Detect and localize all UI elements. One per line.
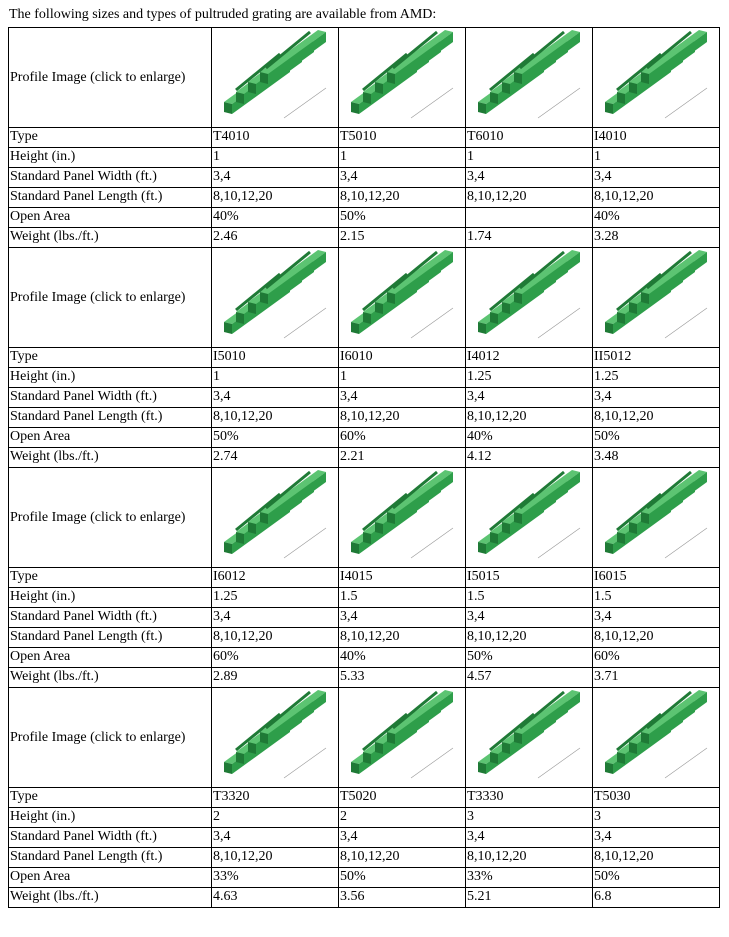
length-cell: 8,10,12,20: [593, 408, 720, 428]
profile-image-cell[interactable]: [593, 468, 720, 568]
height-cell: 1.5: [593, 588, 720, 608]
length-cell: 8,10,12,20: [466, 848, 593, 868]
length-cell: 8,10,12,20: [212, 188, 339, 208]
height-cell: 2: [339, 808, 466, 828]
open-cell: 40%: [339, 648, 466, 668]
weight-cell: 5.33: [339, 668, 466, 688]
profile-image-row: [9, 468, 720, 568]
grating-profile-image[interactable]: [468, 30, 590, 126]
type-cell: T5010: [339, 128, 466, 148]
table-row: [9, 388, 720, 408]
weight-cell: 3.71: [593, 668, 720, 688]
row-label-type: Type: [9, 128, 212, 148]
row-label-length: Standard Panel Length (ft.): [9, 408, 212, 428]
width-cell: 3,4: [593, 828, 720, 848]
profile-image-cell[interactable]: [466, 28, 593, 128]
row-label-type: Type: [9, 348, 212, 368]
grating-profile-image[interactable]: [214, 470, 336, 566]
row-label-weight: Weight (lbs./ft.): [9, 668, 212, 688]
grating-profile-image[interactable]: [341, 690, 463, 786]
row-label-height: Height (in.): [9, 588, 212, 608]
profile-image-cell[interactable]: [212, 248, 339, 348]
open-cell: 50%: [339, 868, 466, 888]
profile-image-cell[interactable]: [339, 688, 466, 788]
grating-profile-image[interactable]: [468, 470, 590, 566]
open-cell: [466, 208, 593, 228]
open-cell: 50%: [593, 868, 720, 888]
table-row: [9, 888, 720, 908]
width-cell: 3,4: [339, 828, 466, 848]
weight-cell: 4.57: [466, 668, 593, 688]
row-label-weight: Weight (lbs./ft.): [9, 448, 212, 468]
open-cell: 50%: [593, 428, 720, 448]
width-cell: 3,4: [339, 608, 466, 628]
height-cell: 1.5: [466, 588, 593, 608]
row-label-width: Standard Panel Width (ft.): [9, 608, 212, 628]
row-label-length: Standard Panel Length (ft.): [9, 848, 212, 868]
height-cell: 1.25: [212, 588, 339, 608]
row-label-width: Standard Panel Width (ft.): [9, 388, 212, 408]
height-cell: 1: [212, 148, 339, 168]
grating-profile-image[interactable]: [595, 690, 717, 786]
length-cell: 8,10,12,20: [339, 408, 466, 428]
length-cell: 8,10,12,20: [339, 628, 466, 648]
type-cell: I4010: [593, 128, 720, 148]
row-label-height: Height (in.): [9, 808, 212, 828]
row-label-profile: Profile Image (click to enlarge): [9, 28, 212, 128]
table-row: [9, 568, 720, 588]
height-cell: 1.25: [466, 368, 593, 388]
row-label-height: Height (in.): [9, 148, 212, 168]
width-cell: 3,4: [466, 608, 593, 628]
open-cell: 50%: [339, 208, 466, 228]
height-cell: 1: [339, 148, 466, 168]
weight-cell: 2.15: [339, 228, 466, 248]
height-cell: 1: [593, 148, 720, 168]
table-row: [9, 188, 720, 208]
type-cell: T3330: [466, 788, 593, 808]
intro-text: The following sizes and types of pultruded grating are available from AMD:: [9, 7, 437, 22]
row-label-width: Standard Panel Width (ft.): [9, 168, 212, 188]
grating-profile-image[interactable]: [595, 250, 717, 346]
weight-cell: 2.74: [212, 448, 339, 468]
height-cell: 3: [593, 808, 720, 828]
profile-image-cell[interactable]: [593, 688, 720, 788]
profile-image-cell[interactable]: [593, 248, 720, 348]
type-cell: T4010: [212, 128, 339, 148]
table-row: [9, 408, 720, 428]
table-row: [9, 868, 720, 888]
table-row: [9, 168, 720, 188]
row-label-profile: Profile Image (click to enlarge): [9, 688, 212, 788]
length-cell: 8,10,12,20: [593, 628, 720, 648]
weight-cell: 5.21: [466, 888, 593, 908]
table-row: [9, 348, 720, 368]
table-row: [9, 428, 720, 448]
grating-profile-image[interactable]: [214, 30, 336, 126]
table-row: [9, 148, 720, 168]
width-cell: 3,4: [593, 608, 720, 628]
open-cell: 33%: [466, 868, 593, 888]
profile-image-cell[interactable]: [212, 28, 339, 128]
type-cell: I4015: [339, 568, 466, 588]
row-label-length: Standard Panel Length (ft.): [9, 188, 212, 208]
type-cell: T3320: [212, 788, 339, 808]
table-row: [9, 208, 720, 228]
type-cell: I5010: [212, 348, 339, 368]
height-cell: 1: [466, 148, 593, 168]
table-row: [9, 828, 720, 848]
grating-profile-image[interactable]: [595, 470, 717, 566]
open-cell: 33%: [212, 868, 339, 888]
width-cell: 3,4: [339, 388, 466, 408]
row-label-length: Standard Panel Length (ft.): [9, 628, 212, 648]
grating-profile-image[interactable]: [341, 250, 463, 346]
table-row: [9, 648, 720, 668]
width-cell: 3,4: [339, 168, 466, 188]
height-cell: 1: [212, 368, 339, 388]
table-row: [9, 608, 720, 628]
length-cell: 8,10,12,20: [212, 408, 339, 428]
length-cell: 8,10,12,20: [212, 628, 339, 648]
row-label-weight: Weight (lbs./ft.): [9, 888, 212, 908]
height-cell: 1.25: [593, 368, 720, 388]
table-row: [9, 808, 720, 828]
type-cell: I6012: [212, 568, 339, 588]
profile-image-cell[interactable]: [466, 468, 593, 568]
length-cell: 8,10,12,20: [466, 408, 593, 428]
length-cell: 8,10,12,20: [212, 848, 339, 868]
weight-cell: 3.48: [593, 448, 720, 468]
weight-cell: 4.63: [212, 888, 339, 908]
width-cell: 3,4: [593, 168, 720, 188]
length-cell: 8,10,12,20: [466, 188, 593, 208]
grating-profile-image[interactable]: [468, 250, 590, 346]
profile-image-cell[interactable]: [339, 468, 466, 568]
open-cell: 40%: [466, 428, 593, 448]
row-label-open: Open Area: [9, 868, 212, 888]
height-cell: 1: [339, 368, 466, 388]
length-cell: 8,10,12,20: [466, 628, 593, 648]
type-cell: I6015: [593, 568, 720, 588]
width-cell: 3,4: [212, 608, 339, 628]
row-label-open: Open Area: [9, 428, 212, 448]
length-cell: 8,10,12,20: [593, 848, 720, 868]
type-cell: T5020: [339, 788, 466, 808]
grating-table: [8, 27, 720, 908]
width-cell: 3,4: [593, 388, 720, 408]
weight-cell: 6.8: [593, 888, 720, 908]
profile-image-cell[interactable]: [339, 248, 466, 348]
open-cell: 50%: [466, 648, 593, 668]
table-row: [9, 448, 720, 468]
profile-image-cell[interactable]: [466, 248, 593, 348]
grating-profile-image[interactable]: [468, 690, 590, 786]
height-cell: 3: [466, 808, 593, 828]
type-cell: I6010: [339, 348, 466, 368]
row-label-weight: Weight (lbs./ft.): [9, 228, 212, 248]
table-row: [9, 368, 720, 388]
grating-profile-image[interactable]: [595, 30, 717, 126]
width-cell: 3,4: [212, 388, 339, 408]
weight-cell: 2.21: [339, 448, 466, 468]
profile-image-row: [9, 28, 720, 128]
open-cell: 50%: [212, 428, 339, 448]
table-row: [9, 788, 720, 808]
profile-image-row: [9, 688, 720, 788]
width-cell: 3,4: [466, 828, 593, 848]
row-label-open: Open Area: [9, 208, 212, 228]
table-row: [9, 588, 720, 608]
grating-profile-image[interactable]: [214, 250, 336, 346]
width-cell: 3,4: [212, 168, 339, 188]
open-cell: 60%: [212, 648, 339, 668]
open-cell: 60%: [339, 428, 466, 448]
width-cell: 3,4: [212, 828, 339, 848]
table-row: [9, 668, 720, 688]
weight-cell: 1.74: [466, 228, 593, 248]
grating-profile-image[interactable]: [341, 30, 463, 126]
row-label-type: Type: [9, 568, 212, 588]
table-row: [9, 128, 720, 148]
width-cell: 3,4: [466, 388, 593, 408]
table-row: [9, 628, 720, 648]
table-row: [9, 228, 720, 248]
row-label-type: Type: [9, 788, 212, 808]
height-cell: 1.5: [339, 588, 466, 608]
table-row: [9, 848, 720, 868]
weight-cell: 3.56: [339, 888, 466, 908]
row-label-profile: Profile Image (click to enlarge): [9, 248, 212, 348]
profile-image-cell[interactable]: [212, 468, 339, 568]
length-cell: 8,10,12,20: [593, 188, 720, 208]
row-label-height: Height (in.): [9, 368, 212, 388]
length-cell: 8,10,12,20: [339, 188, 466, 208]
grating-profile-image[interactable]: [214, 690, 336, 786]
length-cell: 8,10,12,20: [339, 848, 466, 868]
height-cell: 2: [212, 808, 339, 828]
weight-cell: 2.46: [212, 228, 339, 248]
row-label-width: Standard Panel Width (ft.): [9, 828, 212, 848]
type-cell: T6010: [466, 128, 593, 148]
weight-cell: 4.12: [466, 448, 593, 468]
type-cell: I5015: [466, 568, 593, 588]
weight-cell: 2.89: [212, 668, 339, 688]
width-cell: 3,4: [466, 168, 593, 188]
type-cell: II5012: [593, 348, 720, 368]
open-cell: 40%: [212, 208, 339, 228]
profile-image-cell[interactable]: [466, 688, 593, 788]
profile-image-row: [9, 248, 720, 348]
weight-cell: 3.28: [593, 228, 720, 248]
profile-image-cell[interactable]: [212, 688, 339, 788]
open-cell: 40%: [593, 208, 720, 228]
open-cell: 60%: [593, 648, 720, 668]
grating-profile-image[interactable]: [341, 470, 463, 566]
profile-image-cell[interactable]: [593, 28, 720, 128]
type-cell: I4012: [466, 348, 593, 368]
profile-image-cell[interactable]: [339, 28, 466, 128]
type-cell: T5030: [593, 788, 720, 808]
row-label-open: Open Area: [9, 648, 212, 668]
row-label-profile: Profile Image (click to enlarge): [9, 468, 212, 568]
